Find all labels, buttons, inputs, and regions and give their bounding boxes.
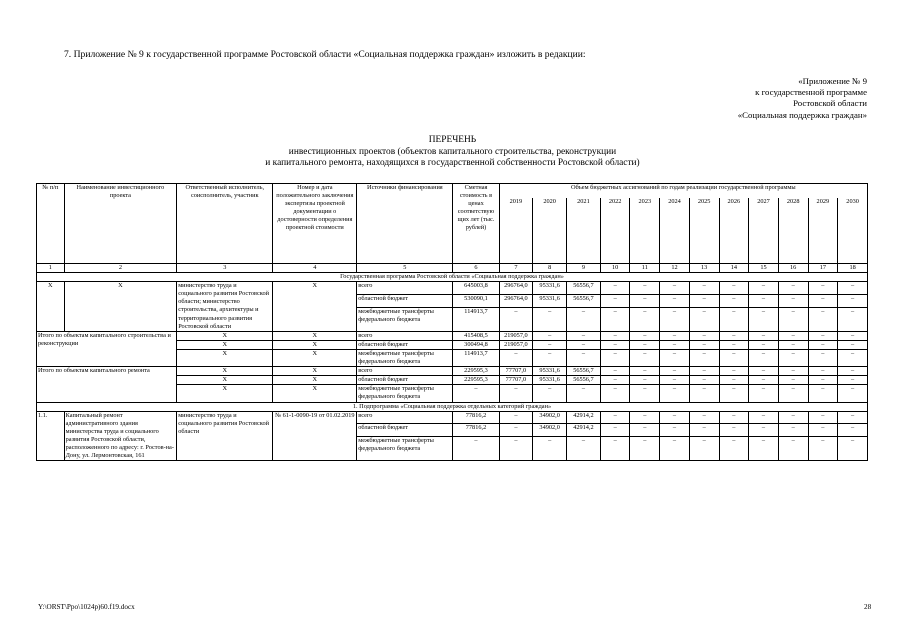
year-value-cell: – xyxy=(778,385,808,402)
funding-source: всего xyxy=(357,411,453,424)
year-value-cell: – xyxy=(749,331,779,340)
funding-source: областной бюджет xyxy=(357,340,453,349)
year-value-cell: – xyxy=(660,340,690,349)
year-value-cell: – xyxy=(719,367,749,376)
year-value-cell: – xyxy=(630,331,660,340)
year-header: 2024 xyxy=(660,198,690,264)
year-value-cell: – xyxy=(719,376,749,385)
year-value-cell: – xyxy=(778,307,808,331)
footer-file-path: Y:\ORST\Ppo\1024p)60.f19.docx xyxy=(38,603,135,611)
year-value-cell: 56556,7 xyxy=(567,367,601,376)
year-value-cell: – xyxy=(808,437,838,461)
year-value-cell: – xyxy=(689,331,719,340)
column-number: 2 xyxy=(64,264,177,273)
year-value-cell: – xyxy=(600,376,630,385)
table-row xyxy=(37,331,868,340)
year-value-cell: – xyxy=(808,331,838,340)
year-value-cell: – xyxy=(630,376,660,385)
year-value-cell: – xyxy=(660,367,690,376)
responsible-cell: министерство труда и социального развития Ростовской области xyxy=(177,411,273,461)
year-value-cell: – xyxy=(808,294,838,307)
year-value-cell: – xyxy=(749,294,779,307)
year-value-cell: – xyxy=(499,424,533,437)
year-value-cell: – xyxy=(660,294,690,307)
year-value-cell: – xyxy=(749,385,779,402)
header-responsible: Ответственный исполнитель, соисполнитель, участник xyxy=(177,184,273,264)
year-value-cell: – xyxy=(600,331,630,340)
year-value-cell: – xyxy=(533,331,567,340)
year-value-cell: – xyxy=(660,385,690,402)
year-value-cell: – xyxy=(749,282,779,295)
year-value-cell: – xyxy=(719,307,749,331)
year-value-cell: – xyxy=(630,282,660,295)
funding-source: всего xyxy=(357,331,453,340)
expertise-cell: Х xyxy=(273,367,357,376)
year-value-cell: – xyxy=(689,385,719,402)
annex-line: «Социальная поддержка граждан» xyxy=(737,109,867,120)
year-value-cell: – xyxy=(600,349,630,366)
year-value-cell: – xyxy=(838,340,868,349)
year-value-cell: – xyxy=(499,437,533,461)
year-value-cell: – xyxy=(778,424,808,437)
year-value-cell: – xyxy=(630,367,660,376)
year-header: 2019 xyxy=(499,198,533,264)
title-line: ПЕРЕЧЕНЬ xyxy=(428,135,477,145)
responsible-cell: Х xyxy=(177,385,273,402)
year-value-cell: – xyxy=(808,340,838,349)
year-value-cell: – xyxy=(660,437,690,461)
year-value-cell: 95331,6 xyxy=(533,376,567,385)
column-number: 7 xyxy=(499,264,533,273)
expertise-cell: Х xyxy=(273,349,357,366)
year-value-cell: – xyxy=(719,411,749,424)
program-section-title: Государственная программа Ростовской области «Социальная поддержка граждан» xyxy=(37,273,868,282)
year-value-cell: – xyxy=(600,340,630,349)
annex-reference xyxy=(667,76,867,121)
year-value-cell: – xyxy=(499,307,533,331)
year-value-cell: – xyxy=(808,367,838,376)
year-value-cell: – xyxy=(567,437,601,461)
year-value-cell: – xyxy=(719,331,749,340)
expertise-cell: Х xyxy=(273,340,357,349)
year-value-cell: – xyxy=(660,424,690,437)
year-value-cell: – xyxy=(749,411,779,424)
cost-cell: 415408,5 xyxy=(453,331,499,340)
responsible-cell: Х xyxy=(177,376,273,385)
year-header: 2027 xyxy=(749,198,779,264)
year-header: 2025 xyxy=(689,198,719,264)
cost-cell: 229595,3 xyxy=(453,367,499,376)
funding-source: всего xyxy=(357,367,453,376)
column-number: 13 xyxy=(689,264,719,273)
year-value-cell: – xyxy=(719,349,749,366)
program-section xyxy=(37,273,868,282)
year-header: 2026 xyxy=(719,198,749,264)
year-value-cell: 95331,6 xyxy=(533,367,567,376)
year-value-cell: 42914,2 xyxy=(567,424,601,437)
year-value-cell: – xyxy=(533,307,567,331)
year-value-cell: – xyxy=(719,294,749,307)
year-header: 2022 xyxy=(600,198,630,264)
header-source: Источники финансирования xyxy=(357,184,453,264)
year-value-cell: – xyxy=(719,282,749,295)
year-value-cell: – xyxy=(567,385,601,402)
year-value-cell: – xyxy=(630,349,660,366)
year-value-cell: – xyxy=(600,307,630,331)
year-header: 2028 xyxy=(778,198,808,264)
year-value-cell: – xyxy=(749,307,779,331)
funding-source: межбюджетные трансферты федерального бюджета xyxy=(357,349,453,366)
cost-cell: 77816,2 xyxy=(453,424,499,437)
year-value-cell: – xyxy=(689,367,719,376)
year-value-cell: – xyxy=(808,282,838,295)
column-number: 1 xyxy=(37,264,65,273)
year-value-cell: 95331,6 xyxy=(533,294,567,307)
year-value-cell: – xyxy=(600,294,630,307)
column-number: 12 xyxy=(660,264,690,273)
year-value-cell: – xyxy=(719,385,749,402)
year-value-cell: – xyxy=(689,376,719,385)
header-cost: Сметная стоимость в ценах соответствую щих лет (тыс. рублей) xyxy=(453,184,499,264)
column-number: 15 xyxy=(749,264,779,273)
column-number: 14 xyxy=(719,264,749,273)
funding-source: областной бюджет xyxy=(357,294,453,307)
column-number: 9 xyxy=(567,264,601,273)
year-value-cell: – xyxy=(630,437,660,461)
year-value-cell: 95331,6 xyxy=(533,282,567,295)
year-value-cell: 56556,7 xyxy=(567,376,601,385)
cost-cell: – xyxy=(453,437,499,461)
year-header: 2020 xyxy=(533,198,567,264)
year-value-cell: – xyxy=(630,424,660,437)
responsible-cell: Х xyxy=(177,367,273,376)
year-value-cell: – xyxy=(749,340,779,349)
year-value-cell: – xyxy=(689,437,719,461)
year-value-cell: – xyxy=(567,349,601,366)
year-value-cell: – xyxy=(499,349,533,366)
year-value-cell: – xyxy=(689,411,719,424)
funding-source: областной бюджет xyxy=(357,376,453,385)
year-value-cell: – xyxy=(533,349,567,366)
year-value-cell: – xyxy=(499,385,533,402)
year-value-cell: – xyxy=(838,424,868,437)
responsible-cell: министерство труда и социального развития Ростовской области; министерство строительства, архитектуры и территориального развития Ростовской области xyxy=(177,282,273,332)
year-value-cell: – xyxy=(838,437,868,461)
funding-source: межбюджетные трансферты федерального бюджета xyxy=(357,437,453,461)
year-value-cell: – xyxy=(838,411,868,424)
year-value-cell: – xyxy=(499,411,533,424)
year-value-cell: – xyxy=(533,385,567,402)
investment-projects-table xyxy=(36,183,868,461)
column-number: 8 xyxy=(533,264,567,273)
year-value-cell: – xyxy=(689,424,719,437)
year-value-cell: – xyxy=(808,307,838,331)
year-value-cell: – xyxy=(838,385,868,402)
year-value-cell: – xyxy=(778,282,808,295)
expertise-cell: Х xyxy=(273,376,357,385)
header-num: № п/п xyxy=(37,184,65,264)
annex-line: к государственной программе xyxy=(755,87,867,98)
year-value-cell: – xyxy=(778,294,808,307)
annex-line: Ростовской области xyxy=(793,98,867,109)
responsible-cell: Х xyxy=(177,340,273,349)
responsible-cell: Х xyxy=(177,349,273,366)
funding-source: областной бюджет xyxy=(357,424,453,437)
year-value-cell: – xyxy=(660,376,690,385)
year-value-cell: – xyxy=(778,367,808,376)
year-value-cell: 77707,0 xyxy=(499,376,533,385)
year-value-cell: – xyxy=(689,340,719,349)
table-row xyxy=(37,367,868,376)
year-value-cell: – xyxy=(533,340,567,349)
year-value-cell: 296764,0 xyxy=(499,282,533,295)
year-value-cell: – xyxy=(719,424,749,437)
column-number: 18 xyxy=(838,264,868,273)
year-value-cell: – xyxy=(808,376,838,385)
year-value-cell: – xyxy=(600,437,630,461)
year-value-cell: – xyxy=(838,331,868,340)
year-value-cell: 219057,0 xyxy=(499,340,533,349)
year-value-cell: – xyxy=(749,376,779,385)
cost-cell: – xyxy=(453,385,499,402)
year-value-cell: – xyxy=(689,307,719,331)
column-number: 16 xyxy=(778,264,808,273)
year-value-cell: – xyxy=(660,307,690,331)
year-value-cell: – xyxy=(749,349,779,366)
year-value-cell: – xyxy=(600,367,630,376)
year-value-cell: – xyxy=(630,307,660,331)
year-value-cell: – xyxy=(660,282,690,295)
year-value-cell: – xyxy=(567,340,601,349)
year-value-cell: – xyxy=(630,294,660,307)
column-number: 6 xyxy=(453,264,499,273)
year-value-cell: – xyxy=(808,424,838,437)
year-value-cell: – xyxy=(838,294,868,307)
year-value-cell: – xyxy=(600,385,630,402)
table-row xyxy=(37,411,868,424)
year-value-cell: – xyxy=(838,376,868,385)
column-number: 4 xyxy=(273,264,357,273)
year-value-cell: – xyxy=(749,437,779,461)
year-value-cell: – xyxy=(719,340,749,349)
cost-cell: 114913,7 xyxy=(453,349,499,366)
table-row xyxy=(37,282,868,295)
year-value-cell: – xyxy=(567,331,601,340)
year-value-cell: – xyxy=(689,349,719,366)
column-number: 10 xyxy=(600,264,630,273)
year-value-cell: – xyxy=(749,367,779,376)
year-value-cell: 296764,0 xyxy=(499,294,533,307)
column-number: 11 xyxy=(630,264,660,273)
year-header: 2030 xyxy=(838,198,868,264)
year-value-cell: – xyxy=(838,349,868,366)
year-value-cell: – xyxy=(689,294,719,307)
responsible-cell: Х xyxy=(177,331,273,340)
expertise-cell: № 61-1-0090-19 от 01.02.2019 xyxy=(273,411,357,461)
document-title xyxy=(0,135,905,170)
cost-cell: 114913,7 xyxy=(453,307,499,331)
year-value-cell: – xyxy=(600,411,630,424)
year-value-cell: – xyxy=(567,307,601,331)
year-header: 2023 xyxy=(630,198,660,264)
year-value-cell: 34902,0 xyxy=(533,411,567,424)
year-value-cell: – xyxy=(808,349,838,366)
year-value-cell: 56556,7 xyxy=(567,294,601,307)
cost-cell: 300494,8 xyxy=(453,340,499,349)
cost-cell: 530090,1 xyxy=(453,294,499,307)
subprogram-section-title: 1. Подпрограмма «Социальная поддержка отдельных категорий граждан» xyxy=(37,402,868,411)
intro-text: 7. Приложение № 9 к государственной программе Ростовской области «Социальная поддержка граждан» изложить в редакции: xyxy=(64,49,586,60)
total-label: Итого по объектам капитального строительства и реконструкции xyxy=(37,331,177,366)
year-value-cell: 56556,7 xyxy=(567,282,601,295)
header-volume: Объем бюджетных ассигнований по годам реализации государственной программы xyxy=(499,184,867,198)
year-value-cell: – xyxy=(689,282,719,295)
title-line: инвестиционных проектов (объектов капитального строительства, реконструкции xyxy=(288,146,617,157)
column-number: 5 xyxy=(357,264,453,273)
row-number: Х xyxy=(37,282,65,332)
expertise-cell: Х xyxy=(273,385,357,402)
year-value-cell: – xyxy=(630,340,660,349)
project-name: Х xyxy=(64,282,177,332)
expertise-cell: Х xyxy=(273,331,357,340)
funding-source: межбюджетные трансферты федерального бюджета xyxy=(357,385,453,402)
year-header: 2029 xyxy=(808,198,838,264)
year-value-cell: – xyxy=(838,367,868,376)
year-value-cell: – xyxy=(778,411,808,424)
row-number: 1.1. xyxy=(37,411,65,461)
cost-cell: 645003,8 xyxy=(453,282,499,295)
year-value-cell: – xyxy=(660,331,690,340)
cost-cell: 229595,3 xyxy=(453,376,499,385)
year-value-cell: – xyxy=(660,411,690,424)
header-expertise: Номер и дата положительного заключения экспертизы проектной документации о достоверности определения проектной стоимости xyxy=(273,184,357,264)
project-name: Капитальный ремонт административного здания министерства труда и социального развития Ростовской области, расположенного по адресу: г. Ростов-на-Дону, ул. Лермонтовская, 161 xyxy=(64,411,177,461)
year-value-cell: – xyxy=(778,437,808,461)
funding-source: межбюджетные трансферты федерального бюджета xyxy=(357,307,453,331)
year-value-cell: – xyxy=(600,424,630,437)
year-value-cell: – xyxy=(838,282,868,295)
year-value-cell: 34902,0 xyxy=(533,424,567,437)
year-value-cell: – xyxy=(778,349,808,366)
year-value-cell: – xyxy=(838,307,868,331)
year-value-cell: – xyxy=(600,282,630,295)
year-header: 2021 xyxy=(567,198,601,264)
year-value-cell: 77707,0 xyxy=(499,367,533,376)
year-value-cell: 219057,0 xyxy=(499,331,533,340)
header-name: Наименование инвестиционного проекта xyxy=(64,184,177,264)
year-value-cell: 42914,2 xyxy=(567,411,601,424)
year-value-cell: – xyxy=(749,424,779,437)
funding-source: всего xyxy=(357,282,453,295)
page-number: 28 xyxy=(864,603,872,611)
year-value-cell: – xyxy=(533,437,567,461)
year-value-cell: – xyxy=(630,411,660,424)
year-value-cell: – xyxy=(630,385,660,402)
expertise-cell: Х xyxy=(273,282,357,332)
year-value-cell: – xyxy=(778,340,808,349)
subprogram-section xyxy=(37,402,868,411)
year-value-cell: – xyxy=(719,437,749,461)
year-value-cell: – xyxy=(778,376,808,385)
total-label: Итого по объектам капитального ремонта xyxy=(37,367,177,402)
year-value-cell: – xyxy=(808,411,838,424)
column-number: 3 xyxy=(177,264,273,273)
year-value-cell: – xyxy=(660,349,690,366)
title-line: и капитального ремонта, находящихся в государственной собственности Ростовской области) xyxy=(265,158,640,168)
column-number: 17 xyxy=(808,264,838,273)
annex-line: «Приложение № 9 xyxy=(798,76,867,86)
year-value-cell: – xyxy=(778,331,808,340)
cost-cell: 77816,2 xyxy=(453,411,499,424)
year-value-cell: – xyxy=(808,385,838,402)
